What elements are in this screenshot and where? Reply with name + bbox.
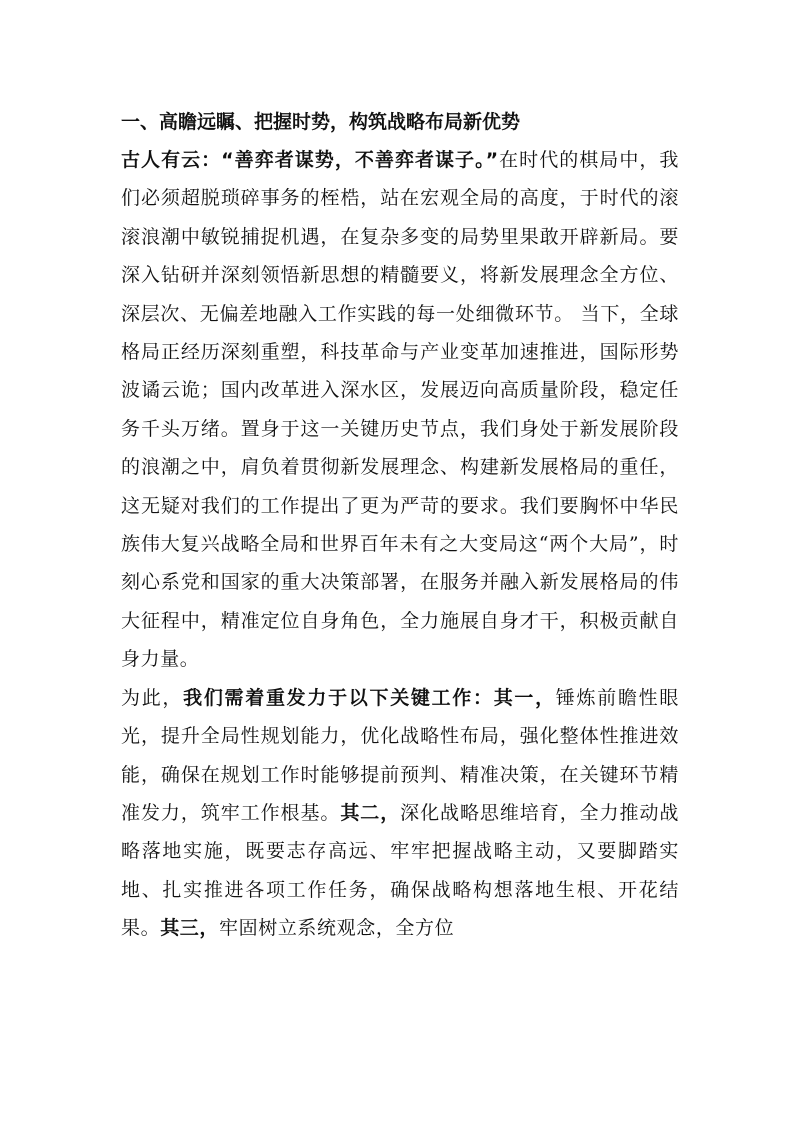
paragraph-2-intro: 为此，	[121, 686, 184, 709]
paragraph-2-part-3: 牢固树立系统观念，全方位	[219, 917, 455, 940]
paragraph-2-label-2: 其二，	[340, 801, 401, 824]
paragraph-2-label-3: 其三，	[160, 917, 220, 940]
paragraph-1-quote: 古人有云：“善弈者谋势，不善弈者谋子。”	[121, 149, 499, 171]
paragraph-2-lead: 我们需着重发力于以下关键工作：其一，	[183, 686, 556, 709]
document-body	[121, 106, 679, 948]
paragraph-2-part-1: 锤炼前瞻性眼光，提升全局性规划能力，优化战略性布局，强化整体性推进效能，确保在规划工作时能够提前预判、精准决策，在关键环节精准发力，筑牢工作根基。	[121, 686, 679, 824]
section-heading: 一、高瞻远瞩、把握时势，构筑战略布局新优势	[121, 111, 521, 133]
paragraph-2-part-2: 深化战略思维培育，全力推动战略落地实施，既要志存高远、牢牢把握战略主动，又要脚踏实地、扎实推进各项工作任务，确保战略构想落地生根、开花结果。	[121, 801, 679, 940]
paragraph-1	[121, 141, 679, 679]
paragraph-1-body: 在时代的棋局中，我们必须超脱琐碎事务的桎梏，站在宏观全局的高度，于时代的滚滚浪潮中敏锐捕捉机遇，在复杂多变的局势里果敢开辟新局。要深入钻研并深刻领悟新思想的精髓要义，将新发展理念全方位、深层次、无偏差地融入工作实践的每一处细微环节。 当下，全球格局正经历深刻重塑，科技革命与产业变革加速推进，国际形势波谲云诡；国内改革进入深水区，发展迈向高质量阶段，稳定任务千头万绪。置身于这一关键历史节点，我们身处于新发展阶段的浪潮之中，肩负着贯彻新发展理念、构建新发展格局的重任，这无疑对我们的工作提出了更为严苛的要求。我们要胸怀中华民族伟大复兴战略全局和世界百年未有之大变局这“两个大局”，时刻心系党和国家的重大决策部署，在服务并融入新发展格局的伟大征程中，精准定位自身角色，全力施展自身才干，积极贡献自身力量。	[121, 149, 679, 671]
paragraph-2	[121, 679, 679, 948]
